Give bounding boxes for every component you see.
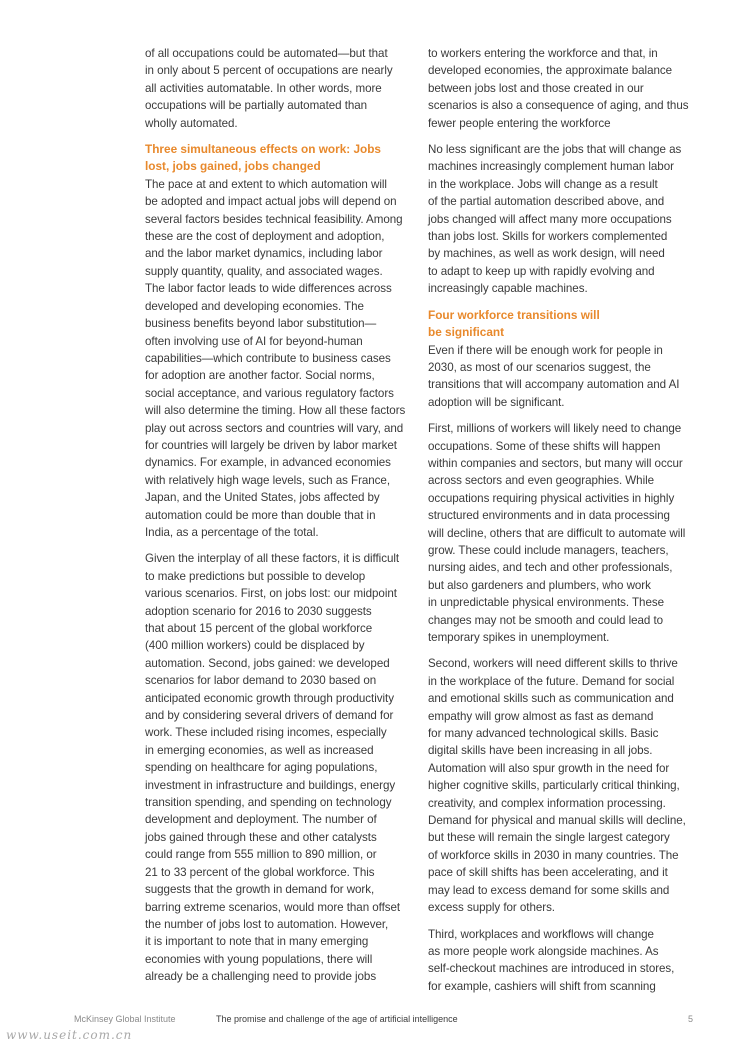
text-line: excess supply for others.	[428, 901, 555, 915]
text-line: to workers entering the workforce and that, in	[428, 47, 658, 60]
left-column	[145, 45, 413, 995]
text-line: all activities automatable. In other words, more	[145, 81, 382, 95]
text-line: Japan, and the United States, jobs affected by	[145, 491, 380, 505]
text-line: social acceptance, and various regulatory factors	[145, 386, 394, 400]
text-line: 21 to 33 percent of the global workforce. This	[145, 865, 375, 879]
text-line: India, as a percentage of the total.	[145, 525, 319, 539]
text-line: it is important to note that in many emerging	[145, 935, 369, 949]
text-line: capabilities—which contribute to business cases	[145, 351, 391, 365]
text-line: play out across sectors and countries will vary, and	[145, 421, 404, 435]
text-line: grow. These could include managers, teachers,	[428, 543, 669, 557]
right-paragraph-2	[428, 141, 696, 298]
text-line: wholly automated.	[145, 116, 238, 130]
text-line: scenarios is also a consequence of aging, and thus	[428, 99, 689, 113]
text-line: creativity, and complex information processing.	[428, 796, 666, 810]
text-line: scenarios for labor demand to 2030 based on	[145, 674, 377, 688]
text-line: across sectors and even geographies. While	[428, 474, 655, 488]
text-line: spending on healthcare for aging populations,	[145, 761, 378, 775]
text-line: in unpredictable physical environments. These	[428, 596, 664, 610]
text-line: of workforce skills in 2030 in many countries. The	[428, 848, 679, 862]
text-line: than jobs lost. Skills for workers complemented	[428, 230, 668, 244]
text-line: Demand for physical and manual skills will decline,	[428, 814, 686, 828]
text-line: of all occupations could be automated—but that	[145, 47, 388, 60]
text-line: occupations requiring physical activities in highly	[428, 491, 675, 505]
text-line: to adapt to keep up with rapidly evolving and	[428, 264, 655, 278]
text-line: jobs gained through these and other catalysts	[145, 830, 377, 844]
text-line: increasingly capable machines.	[428, 282, 588, 296]
text-line: several factors besides technical feasibility. Among	[145, 212, 403, 226]
text-line: The labor factor leads to wide differences across	[145, 282, 392, 296]
text-line: supply quantity, quality, and associated wages.	[145, 264, 383, 278]
text-line: in only about 5 percent of occupations are nearly	[145, 64, 393, 78]
text-line: barring extreme scenarios, would more than offset	[145, 900, 401, 914]
left-paragraph-2	[145, 176, 413, 542]
text-line: adoption will be significant.	[428, 395, 565, 409]
text-line: changes may not be smooth and could lead to	[428, 613, 664, 627]
section-heading-four-transitions	[428, 307, 696, 342]
text-line: work. These included rising incomes, especially	[145, 726, 387, 740]
text-line: 2030, as most of our scenarios suggest, the	[428, 360, 651, 374]
text-line: often involving use of AI for beyond-human	[145, 334, 363, 348]
text-line: automation. Second, jobs gained: we developed	[145, 656, 390, 670]
text-line: self-checkout machines are introduced in stores,	[428, 962, 675, 976]
text-line: for countries will largely be driven by labor market	[145, 438, 397, 452]
text-line: occupations will be partially automated than	[145, 99, 368, 113]
text-line: The pace at and extent to which automation will	[145, 177, 387, 191]
text-line: by machines, as well as work design, will need	[428, 247, 665, 261]
text-line: in the workplace. Jobs will change as a result	[428, 177, 658, 191]
right-paragraph-1	[428, 45, 696, 132]
text-line: with relatively high wage levels, such as France,	[145, 473, 390, 487]
text-line: between jobs lost and those created in our	[428, 81, 644, 95]
text-line: pace of skill shifts has been accelerating, and it	[428, 866, 668, 880]
text-line: First, millions of workers will likely need to change	[428, 422, 682, 436]
text-line: developed economies, the approximate balance	[428, 64, 673, 78]
text-line: Automation will also spur growth in the need for	[428, 761, 670, 775]
section-heading-three-effects	[145, 141, 413, 176]
text-line: Even if there will be enough work for people in	[428, 343, 663, 357]
text-line: fewer people entering the workforce	[428, 116, 611, 130]
text-line: digital skills have been increasing in all jobs.	[428, 744, 653, 758]
text-line: Three simultaneous effects on work: Jobs	[145, 142, 381, 157]
right-paragraph-5	[428, 655, 696, 916]
text-line: that about 15 percent of the global workforce	[145, 622, 373, 635]
text-line: automation could be more than double that in	[145, 508, 376, 522]
text-line: transition spending, and spending on technology	[145, 796, 392, 810]
text-line: will also determine the timing. How all these factors	[145, 404, 406, 418]
left-paragraph-3	[145, 550, 413, 985]
text-line: will decline, others that are difficult to automate will	[428, 526, 686, 540]
text-line: and by considering several drivers of demand for	[145, 709, 394, 723]
text-line: temporary spikes in unemployment.	[428, 631, 610, 644]
text-line: for many advanced technological skills. Basic	[428, 727, 659, 741]
page-number: 5	[688, 1014, 694, 1024]
text-line: nursing aides, and tech and other professionals,	[428, 561, 673, 575]
text-line: Given the interplay of all these factors, it is difficult	[145, 552, 400, 566]
text-line: and the labor market dynamics, including labor	[145, 247, 383, 261]
text-line: may lead to excess demand for some skills and	[428, 883, 670, 897]
text-line: for example, cashiers will shift from scanning	[428, 979, 656, 993]
text-line: occupations. Some of these shifts will happen	[428, 439, 661, 453]
text-line: (400 million workers) could be displaced by	[145, 639, 365, 653]
text-line: and emotional skills such as communication and	[428, 692, 674, 706]
text-line: for adoption are another factor. Social norms,	[145, 369, 375, 383]
text-line: machines increasingly complement human labor	[428, 160, 674, 174]
footer-publisher: McKinsey Global Institute	[74, 1014, 176, 1024]
text-line: business benefits beyond labor substitution—	[145, 317, 377, 331]
right-column	[428, 45, 696, 1004]
right-paragraph-6	[428, 926, 696, 996]
text-line: within companies and sectors, but many will occur	[428, 456, 683, 470]
text-line: adoption scenario for 2016 to 2030 suggests	[145, 604, 372, 618]
right-paragraph-4	[428, 420, 696, 646]
text-line: these are the cost of deployment and adoption,	[145, 230, 385, 244]
text-line: transitions that will accompany automation and AI	[428, 378, 680, 392]
text-line: investment in infrastructure and buildings, energy	[145, 778, 396, 792]
text-line: of the partial automation described above, and	[428, 195, 665, 209]
text-line: suggests that the growth in demand for work,	[145, 883, 375, 897]
text-line: empathy will grow almost as fast as demand	[428, 709, 654, 723]
text-line: but these will remain the single largest category	[428, 831, 670, 845]
text-line: developed and developing economies. The	[145, 299, 364, 313]
text-line: Four workforce transitions will	[428, 307, 600, 322]
right-paragraph-3	[428, 342, 696, 412]
text-line: anticipated economic growth through productivity	[145, 691, 394, 705]
text-line: jobs changed will affect many more occupations	[428, 212, 672, 226]
text-line: already be a challenging need to provide jobs	[145, 970, 377, 984]
text-line: dynamics. For example, in advanced economies	[145, 456, 391, 470]
text-line: as more people work alongside machines. As	[428, 944, 659, 958]
text-line: could range from 555 million to 890 million, or	[145, 848, 377, 862]
text-line: but also gardeners and plumbers, who work	[428, 578, 651, 592]
text-line: the number of jobs lost to automation. However,	[145, 917, 389, 931]
watermark: www.useit.com.cn	[6, 1028, 133, 1042]
text-line: in emerging economies, as well as increased	[145, 743, 374, 757]
text-line: be adopted and impact actual jobs will depend on	[145, 195, 397, 209]
text-line: development and deployment. The number of	[145, 813, 377, 827]
text-line: structured environments and in data processing	[428, 509, 670, 523]
text-line: Second, workers will need different skills to thrive	[428, 657, 678, 671]
text-line: various scenarios. First, on jobs lost: our midpoint	[145, 587, 397, 601]
footer-report-title: The promise and challenge of the age of artificial intelligence	[216, 1014, 458, 1024]
text-line: in the workplace of the future. Demand for social	[428, 674, 675, 688]
text-line: be significant	[428, 325, 505, 340]
text-line: economies with young populations, there will	[145, 952, 373, 966]
text-line: No less significant are the jobs that will change as	[428, 143, 682, 157]
text-line: lost, jobs gained, jobs changed	[145, 159, 321, 174]
text-line: Third, workplaces and workflows will change	[428, 927, 654, 941]
text-line: to make predictions but possible to develop	[145, 569, 366, 583]
text-line: higher cognitive skills, particularly critical thinking,	[428, 779, 680, 793]
left-paragraph-1	[145, 45, 413, 132]
